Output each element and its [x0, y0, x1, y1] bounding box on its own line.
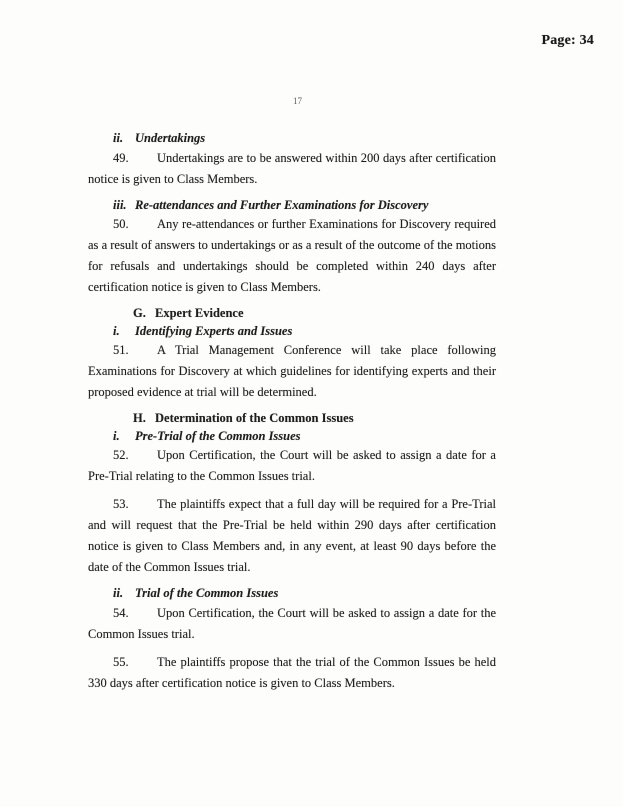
- paragraph-number: 50.: [113, 217, 129, 231]
- paragraph-text: A Trial Management Conference will take place following Examinations for Discovery at which guidelines for identifying experts and their proposed evidence at trial will be determined.: [88, 343, 496, 399]
- section-heading: [133, 410, 496, 428]
- paragraph: [88, 148, 496, 190]
- heading-number: ii.: [113, 131, 124, 145]
- heading-number: iii.: [113, 197, 127, 212]
- paragraph: [88, 445, 496, 487]
- section-heading: [113, 323, 496, 341]
- paragraph: [88, 214, 496, 298]
- section-heading: [113, 428, 496, 446]
- heading-text: Expert Evidence: [155, 306, 244, 320]
- heading-text: Determination of the Common Issues: [155, 411, 354, 425]
- paragraph-number: 49.: [113, 150, 129, 165]
- paragraph: [88, 494, 496, 578]
- heading-text: Undertakings: [135, 131, 206, 145]
- document-body: [88, 130, 496, 694]
- paragraph: [88, 652, 496, 694]
- paragraph-text: Upon Certification, the Court will be asked to assign a date for a Pre-Trial relating to the Common Issues trial.: [88, 448, 496, 483]
- section-heading: [113, 585, 496, 603]
- section-heading: [113, 197, 496, 215]
- heading-text: Re-attendances and Further Examinations for Discovery: [135, 197, 429, 212]
- paragraph-number: 52.: [113, 448, 129, 462]
- paragraph-text: The plaintiffs expect that a full day will be required for a Pre-Trial and will request that the Pre-Trial be held within 290 days after certification notice is given to Class Members and, in any event, at least 90 days before the date of the Common Issues trial.: [88, 497, 496, 574]
- heading-number: i.: [113, 323, 120, 338]
- paragraph-text: Undertakings are to be answered within 200 days after certification notice is given to Class Members.: [88, 150, 496, 186]
- section-heading: [133, 305, 496, 323]
- paragraph-number: 51.: [113, 343, 129, 357]
- heading-number: i.: [113, 428, 120, 443]
- paragraph-text: The plaintiffs propose that the trial of the Common Issues be held 330 days after certification notice is given to Class Members.: [88, 654, 496, 690]
- page-header-label: Page: 34: [541, 33, 594, 48]
- heading-number: ii.: [113, 586, 124, 600]
- paragraph-number: 55.: [113, 654, 129, 669]
- paragraph-text: Upon Certification, the Court will be asked to assign a date for the Common Issues trial.: [88, 605, 496, 641]
- paragraph-text: Any re-attendances or further Examinations for Discovery required as a result of answers to undertakings or as a result of the outcome of the motions for refusals and undertakings should be completed within 240 days after certification notice is given to Class Members.: [88, 217, 496, 294]
- section-heading: [113, 130, 496, 148]
- heading-number: H.: [133, 411, 146, 425]
- paragraph: [88, 603, 496, 645]
- heading-text: Trial of the Common Issues: [135, 586, 279, 600]
- heading-text: Pre-Trial of the Common Issues: [135, 428, 301, 443]
- heading-text: Identifying Experts and Issues: [135, 323, 293, 338]
- heading-number: G.: [133, 306, 146, 320]
- paragraph-number: 53.: [113, 497, 129, 511]
- paragraph: [88, 340, 496, 403]
- paragraph-number: 54.: [113, 605, 129, 620]
- doc-page-number: 17: [293, 96, 302, 106]
